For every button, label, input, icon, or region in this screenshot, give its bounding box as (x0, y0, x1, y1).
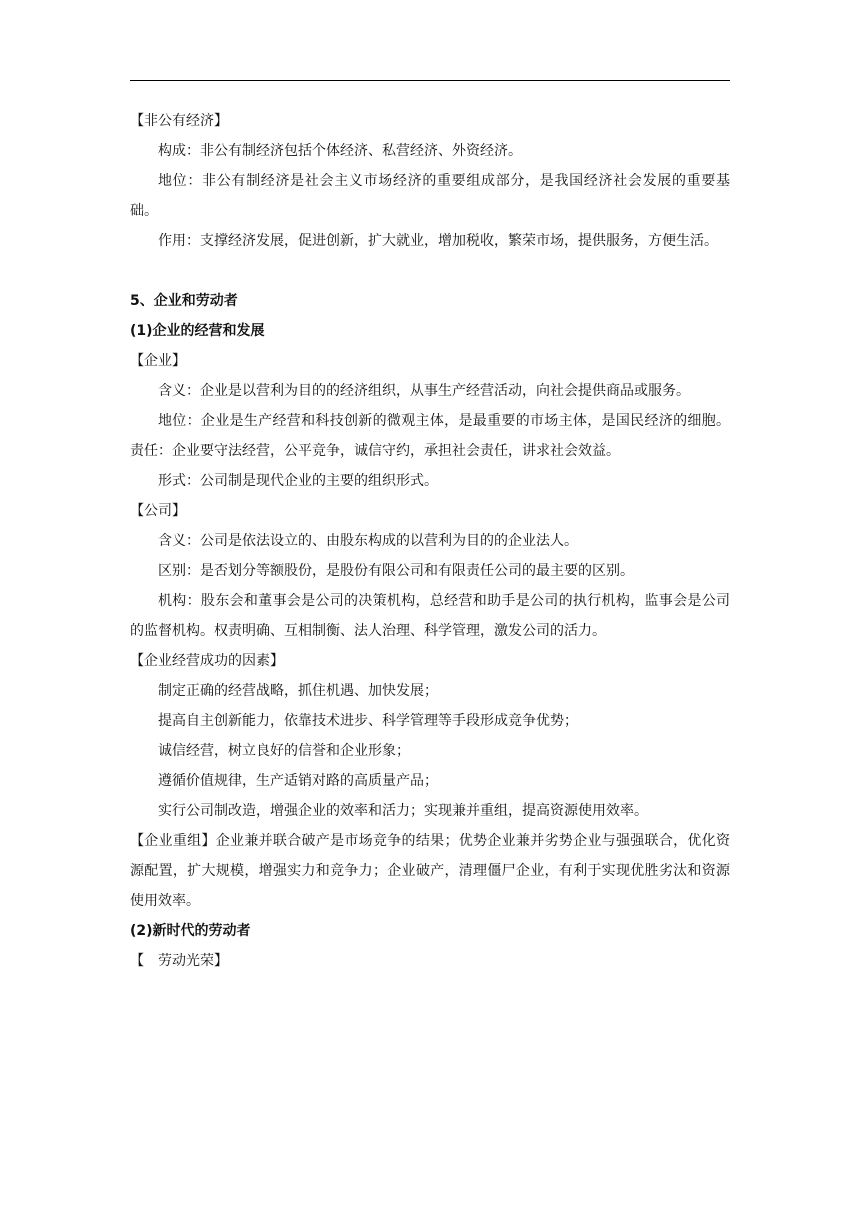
document-body (130, 106, 730, 976)
list-item-success: 遵循价值规律，生产适销对路的高质量产品； (158, 773, 438, 789)
list-item-success: 制定正确的经营战略，抓住机遇、加快发展； (158, 683, 438, 699)
subsection-title-enterprise: (1)企业的经营和发展 (130, 323, 265, 339)
heading-enterprise: 【企业】 (130, 353, 186, 369)
heading-labor-glory: 【 劳动光荣】 (130, 953, 228, 969)
heading-company: 【公司】 (130, 503, 186, 519)
heading-success-factors: 【企业经营成功的因素】 (130, 653, 284, 669)
section-gap (130, 256, 730, 286)
paragraph-enterprise-position: 地位：企业是生产经营和科技创新的微观主体，是最重要的市场主体，是国民经济的细胞。责任：企业要守法经营，公平竞争，诚信守约，承担社会责任，讲求社会效益。 (130, 413, 730, 459)
heading-non-public-economy: 【非公有经济】 (130, 113, 228, 129)
paragraph-company-meaning: 含义：公司是依法设立的、由股东构成的以营利为目的的企业法人。 (158, 533, 578, 549)
list-item-success: 提高自主创新能力，依靠技术进步、科学管理等手段形成竞争优势； (158, 713, 578, 729)
paragraph-company-difference: 区别：是否划分等额股份，是股份有限公司和有限责任公司的最主要的区别。 (158, 563, 634, 579)
paragraph-company-structure: 机构：股东会和董事会是公司的决策机构，总经营和助手是公司的执行机构，监事会是公司的监督机构。权责明确、互相制衡、法人治理、科学管理，激发公司的活力。 (130, 593, 730, 639)
paragraph-composition: 构成：非公有制经济包括个体经济、私营经济、外资经济。 (158, 143, 522, 159)
paragraph-restructure: 【企业重组】企业兼并联合破产是市场竞争的结果；优势企业兼并劣势企业与强强联合，优化资源配置，扩大规模，增强实力和竞争力；企业破产，清理僵尸企业，有利于实现优胜劣汰和资源使用效率。 (130, 833, 730, 909)
paragraph-enterprise-form: 形式：公司制是现代企业的主要的组织形式。 (158, 473, 438, 489)
list-item-success: 诚信经营，树立良好的信誉和企业形象； (158, 743, 410, 759)
paragraph-position: 地位：非公有制经济是社会主义市场经济的重要组成部分，是我国经济社会发展的重要基础。 (130, 173, 730, 219)
header-rule (130, 80, 730, 81)
paragraph-role: 作用：支撑经济发展，促进创新，扩大就业，增加税收，繁荣市场，提供服务，方便生活。 (158, 233, 718, 249)
subsection-title-workers: (2)新时代的劳动者 (130, 923, 251, 939)
paragraph-enterprise-meaning: 含义：企业是以营利为目的的经济组织，从事生产经营活动，向社会提供商品或服务。 (158, 383, 690, 399)
section-title: 5、企业和劳动者 (130, 293, 238, 309)
list-item-success: 实行公司制改造，增强企业的效率和活力；实现兼并重组，提高资源使用效率。 (158, 803, 648, 819)
